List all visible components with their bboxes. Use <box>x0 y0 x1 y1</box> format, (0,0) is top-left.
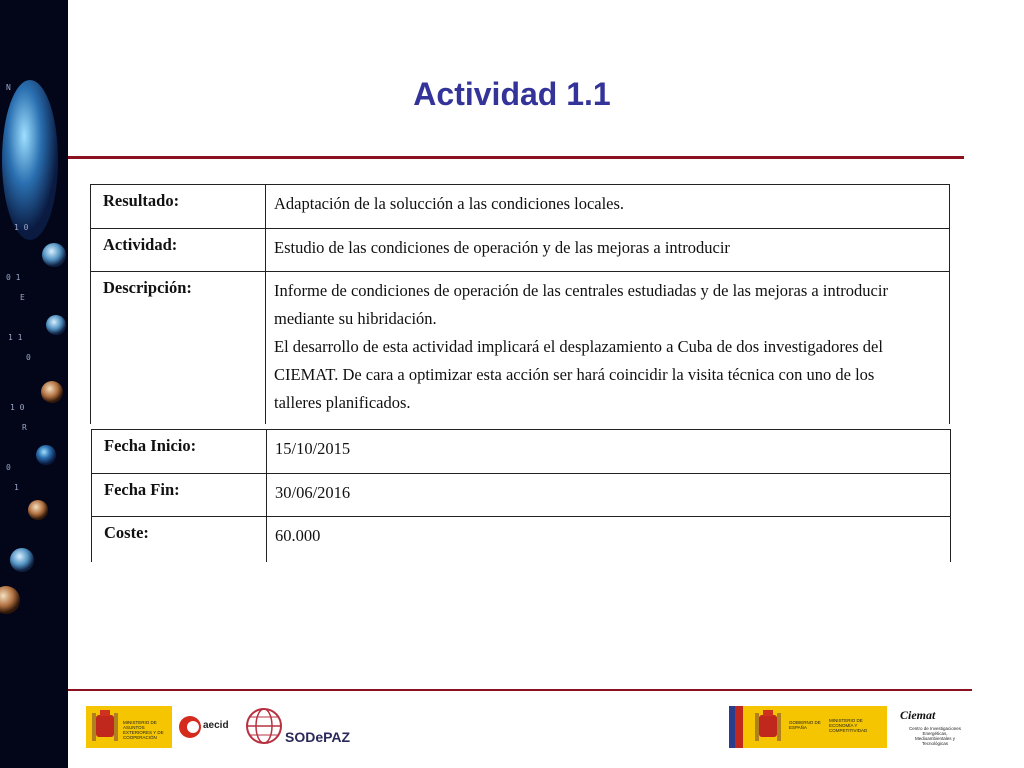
description-line: Informe de condiciones de operación de las centrales estudiadas y de las mejoras a introducir <box>274 281 888 300</box>
svg-text:1 0: 1 0 <box>10 403 25 412</box>
svg-text:1 0: 1 0 <box>14 223 29 232</box>
table-row <box>92 517 951 562</box>
aecid-c-icon <box>178 715 202 739</box>
row-label: Actividad: <box>91 229 266 272</box>
row-value: 15/10/2015 <box>267 430 951 474</box>
row-value: 30/06/2016 <box>267 474 951 517</box>
description-line: mediante su hibridación. <box>274 309 437 328</box>
row-value: Estudio de las condiciones de operación y de las mejoras a introducir <box>266 229 950 272</box>
maec-logo <box>86 706 172 748</box>
globe-icon <box>244 706 284 746</box>
table-row <box>92 474 951 517</box>
decorative-side-strip <box>0 0 68 768</box>
row-value: Adaptación de la solucción a las condiciones locales. <box>266 185 950 229</box>
ciemat-logo <box>892 706 970 748</box>
maec-logo-text: MINISTERIO DE ASUNTOS EXTERIORES Y DE COOPERACIÓN <box>123 720 164 740</box>
ciemat-logo-subtitle: Centro de Investigaciones Energéticas, Medioambientales y Tecnológicas <box>908 726 962 746</box>
svg-text:0 1: 0 1 <box>6 273 21 282</box>
coat-of-arms-icon <box>90 709 120 745</box>
description-line: CIEMAT. De cara a optimizar esta acción ser hará coincidir la visita técnica con uno de los <box>274 365 875 384</box>
dates-cost-table <box>91 429 951 562</box>
svg-text:1 1: 1 1 <box>8 333 23 342</box>
row-value-multiline <box>266 272 950 424</box>
title-divider <box>68 156 964 159</box>
table-row <box>92 430 951 474</box>
svg-text:E: E <box>20 293 25 302</box>
globe-collage-graphic <box>0 0 68 768</box>
row-label: Fecha Inicio: <box>92 430 267 474</box>
spain-flag-strip <box>735 706 743 748</box>
table-row <box>91 272 950 424</box>
sodepaz-logo <box>244 706 354 748</box>
svg-text:R: R <box>22 423 27 432</box>
sodepaz-logo-text: SODePAZ <box>285 729 351 745</box>
gov-text: GOBIERNO DE ESPAÑA <box>789 720 821 730</box>
aecid-logo-text: aecid <box>203 720 229 731</box>
row-value: 60.000 <box>267 517 951 562</box>
page-title: Actividad 1.1 <box>413 76 611 112</box>
table-row <box>91 229 950 272</box>
activity-info-table <box>90 184 950 424</box>
row-label: Fecha Fin: <box>92 474 267 517</box>
row-label: Descripción: <box>91 272 266 424</box>
description-line: El desarrollo de esta actividad implicará el desplazamiento a Cuba de dos investigadores del <box>274 337 883 356</box>
svg-text:0: 0 <box>26 353 31 362</box>
svg-text:1: 1 <box>14 483 19 492</box>
coat-of-arms-icon <box>753 709 783 745</box>
ministry-text: MINISTERIO DE ECONOMÍA Y COMPETITIVIDAD <box>829 718 868 733</box>
footer-divider <box>68 689 972 691</box>
description-line: talleres planificados. <box>274 393 411 412</box>
table-row <box>91 185 950 229</box>
row-label: Resultado: <box>91 185 266 229</box>
svg-text:N: N <box>6 83 11 92</box>
ciemat-logo-name: Ciemat <box>900 708 936 722</box>
aecid-logo <box>174 706 234 748</box>
svg-text:0: 0 <box>6 463 11 472</box>
mineco-logo <box>729 706 887 748</box>
row-label: Coste: <box>92 517 267 562</box>
